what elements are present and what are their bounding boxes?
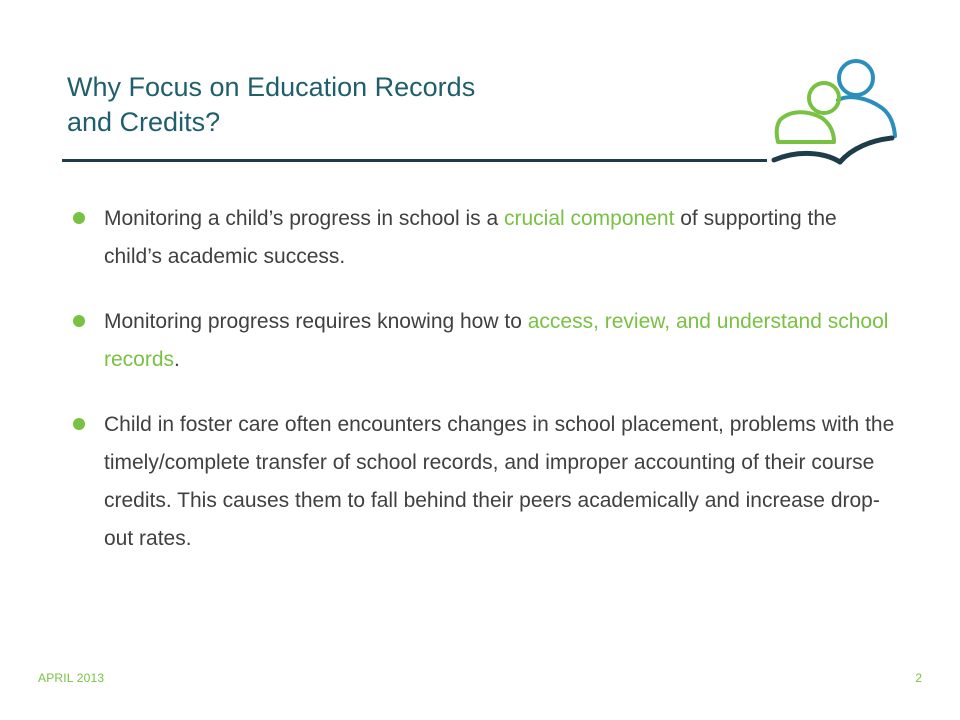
footer-date: APRIL 2013 [38, 671, 105, 685]
bullet-2-highlight: access, review, and understand school records [104, 310, 889, 371]
blue-person-head [839, 61, 873, 95]
page-number: 2 [915, 671, 922, 685]
book-left-page [774, 153, 840, 162]
slide-title [67, 70, 707, 140]
bullet-2-text-a: Monitoring progress requires knowing how to [104, 310, 528, 333]
slide-title-line-2: and Credits? [67, 107, 221, 137]
bullet-item-2 [70, 303, 900, 379]
bullet-list [70, 200, 900, 585]
bullet-3-text: Child in foster care often encounters changes in school placement, problems with the timely/complete transfer of school records, and improper accounting of their course credits. This causes them to fall behind their peers academically and increase drop-out rates. [104, 413, 895, 550]
bullet-item-1 [70, 200, 900, 276]
bullet-dot [73, 315, 85, 327]
green-person-body [777, 112, 834, 142]
bullet-dot [73, 212, 85, 224]
bullet-dot [73, 418, 85, 430]
bullet-1-text-b: of supporting the child’s academic success. [104, 207, 837, 268]
slide-title-line-1: Why Focus on Education Records [67, 72, 476, 102]
bullet-1-highlight: crucial component [503, 207, 675, 230]
green-person-head [809, 83, 839, 113]
bullet-1-text-a: Monitoring a child’s progress in school is a [104, 207, 504, 230]
bullet-2-text-b: . [174, 348, 180, 371]
blue-person-body [838, 97, 895, 136]
book-right-page [840, 138, 892, 162]
bullet-item-3 [70, 406, 900, 558]
people-reading-book-icon [768, 52, 898, 170]
title-underline [62, 159, 767, 162]
